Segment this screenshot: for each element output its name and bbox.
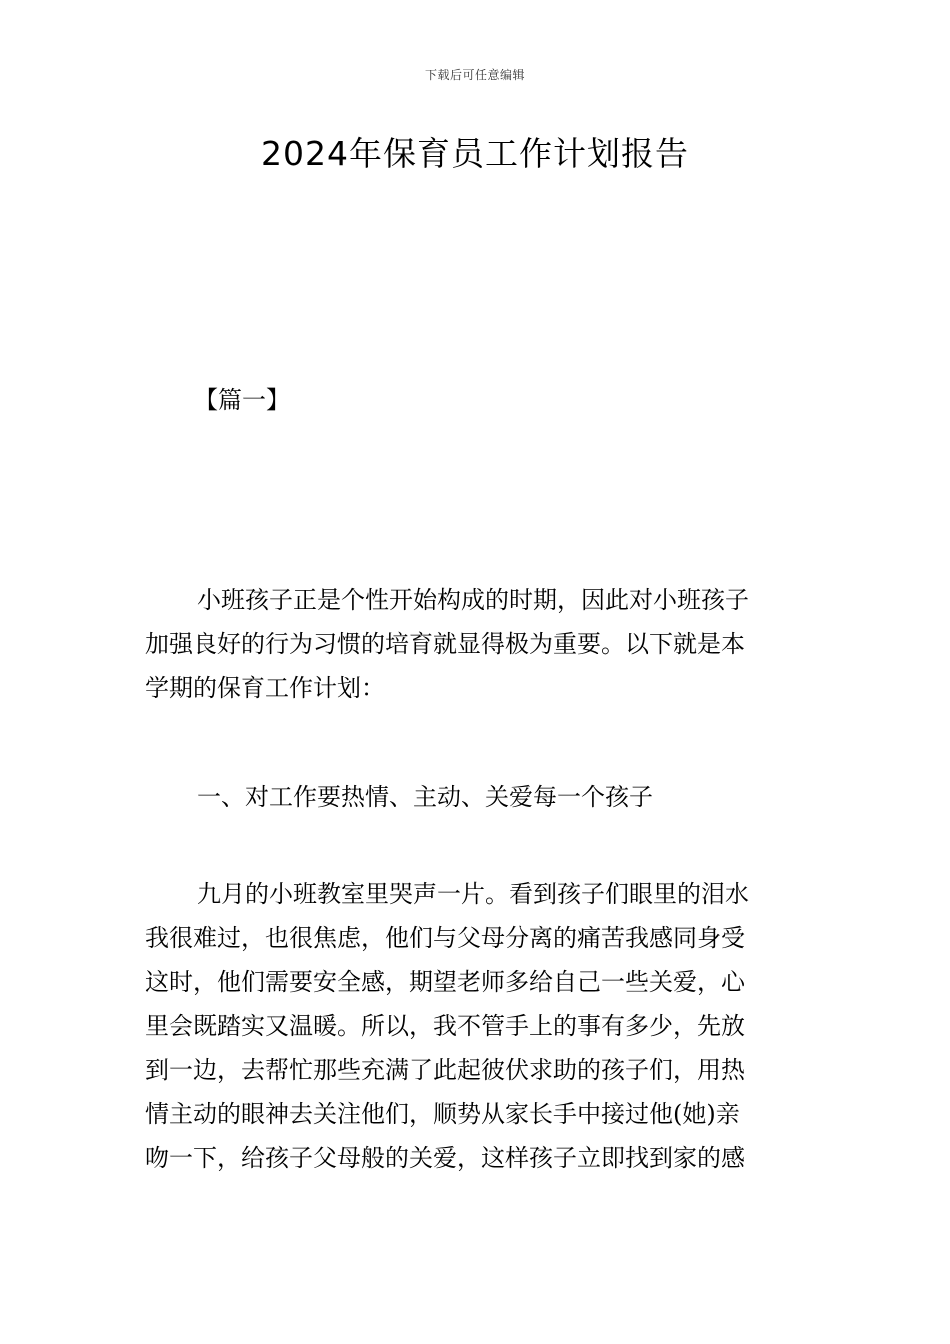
section-heading-text: 一、对工作要热情、主动、关爱每一个孩子 bbox=[197, 783, 653, 811]
paragraph-line: 学期的保育工作计划： bbox=[145, 674, 385, 702]
paragraph-line: 吻一下，给孩子父母般的关爱，这样孩子立即找到家的感 bbox=[145, 1144, 745, 1172]
paragraph-line: 加强良好的行为习惯的培育就显得极为重要。以下就是本 bbox=[145, 630, 745, 658]
section-label: 【篇一】 bbox=[194, 386, 290, 414]
paragraph-line: 情主动的眼神去关注他们，顺势从家长手中接过他(她)亲 bbox=[145, 1100, 740, 1128]
paragraph-line: 九月的小班教室里哭声一片。看到孩子们眼里的泪水 bbox=[197, 880, 749, 908]
paragraph-intro bbox=[145, 578, 810, 710]
document-title: 2024年保育员工作计划报告 bbox=[261, 134, 689, 173]
section-heading bbox=[145, 775, 810, 819]
paragraph-body bbox=[145, 872, 810, 1180]
paragraph-line: 这时，他们需要安全感，期望老师多给自己一些关爱，心 bbox=[145, 968, 745, 996]
paragraph-line: 我很难过，也很焦虑，他们与父母分离的痛苦我感同身受 bbox=[145, 924, 745, 952]
paragraph-line: 到一边，去帮忙那些充满了此起彼伏求助的孩子们，用热 bbox=[145, 1056, 745, 1084]
header-note: 下载后可任意编辑 bbox=[424, 68, 525, 82]
paragraph-line: 小班孩子正是个性开始构成的时期，因此对小班孩子 bbox=[197, 586, 749, 614]
paragraph-line: 里会既踏实又温暖。所以，我不管手上的事有多少，先放 bbox=[145, 1012, 745, 1040]
